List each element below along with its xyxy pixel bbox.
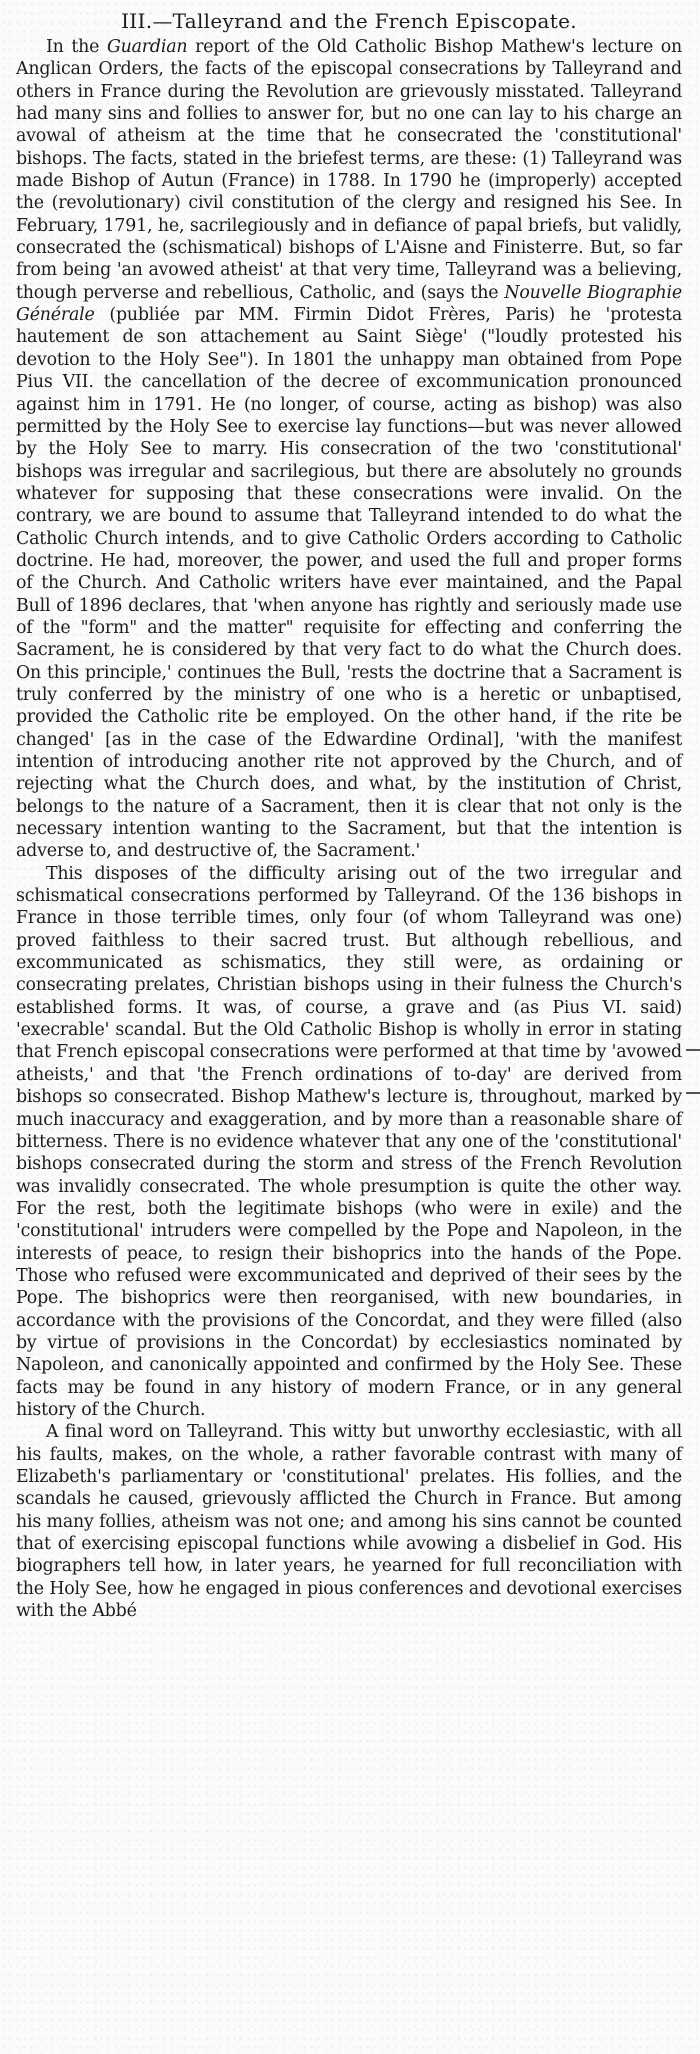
paragraph-text: A final word on Talleyrand. This witty but unworthy ecclesiastic, with all his faults, makes, on the whole, a rather favorable contrast with many of Elizabeth's parliamentary or 'constitutional' prelates. His follies, and the scandals he caused, grievously afflicted the Church in France. But among his many follies, atheism was not one; and among his sins cannot be counted that of exercising episcopal functions while avowing a disbelief in God. His biographers tell how, in later years, he yearned for full reconciliation with the Holy See, how he engaged in pious conferences and devotional exercises with the Abbé	[16, 1422, 682, 1622]
article-paragraph	[16, 1421, 682, 1622]
paragraph-text: This disposes of the difficulty arising out of the two irregular and schismatical consecrations performed by Talleyrand. Of the 136 bishops in France in those terrible times, only four (of whom Talleyrand was one) proved faithless to their sacred trust. But although rebellious, and excommunicated as schismatics, they still were, as ordaining or consecrating prelates, Christian bishops using in their fulness the Church's established forms. It was, of course, a grave and (as Pius VI. said) 'execrable' scandal. But the Old Catholic Bishop is wholly in error in stating that French episcopal consecrations were performed at that time by 'avowed atheists,' and that 'the French ordinations of to-day' are derived from bishops so consecrated. Bishop Mathew's lecture is, throughout, marked by much inaccuracy and exaggeration, and by more than a reasonable share of bitterness. There is no evidence whatever that any one of the 'constitutional' bishops consecrated during the storm and stress of the French Revolution was invalidly consecrated. The whole presumption is quite the other way. For the rest, both the legitimate bishops (who were in exile) and the 'constitutional' intruders were compelled by the Pope and Napoleon, in the interests of peace, to resign their bishoprics into the hands of the Pope. Those who refused were excommunicated and deprived of their sees by the Pope. The bishoprics were then reorganised, with new boundaries, in accordance with the provisions of the Concordat, and they were filled (also by virtue of provisions in the Concordat) by ecclesiastics nominated by Napoleon, and canonically appointed and confirmed by the Holy See. These facts may be found in any history of modern France, or in any general history of the Church.	[16, 863, 682, 1420]
margin-mark	[686, 1049, 700, 1051]
article-paragraph	[16, 36, 682, 863]
paragraph-text: (publiée par MM. Firmin Didot Frères, Paris) he 'protesta hautement de son attachement au Saint Siège' ("loudly protested his devotion to the Holy See"). In 1801 the unhappy man obtained from Pope Pius VII. the cancellation of the decree of excommunication pronounced against him in 1791. He (no longer, of course, acting as bishop) was also permitted by the Holy See to exercise lay functions—but was never allowed by the Holy See to marry. His consecration of the two 'constitutional' bishops was irregular and sacrilegious, but there are absolutely no grounds whatever for supposing that these consecrations were invalid. On the contrary, we are bound to assume that Talleyrand intended to do what the Catholic Church intends, and to give Catholic Orders according to Catholic doctrine. He had, moreover, the power, and used the full and proper forms of the Church. And Catholic writers have ever maintained, and the Papal Bull of 1896 declares, that 'when anyone has rightly and seriously made use of the "form" and the matter" requisite for effecting and conferring the Sacrament, he is considered by that very fact to do what the Church does. On this principle,' continues the Bull, 'rests the doctrine that a Sacrament is truly conferred by the ministry of one who is a heretic or unbaptised, provided the Catholic rite be employed. On the other hand, if the rite be changed' [as in the case of the Edwardine Ordinal], 'with the manifest intention of introducing another rite not approved by the Church, and of rejecting what the Church does, and what, by the institution of Christ, belongs to the nature of a Sacrament, then it is clear that not only is the necessary intention wanting to the Sacrament, but that the intention is adverse to, and destructive of, the Sacrament.'	[16, 305, 682, 862]
margin-mark	[686, 1092, 700, 1094]
article-column	[16, 10, 682, 1622]
paragraph-text: In the	[46, 37, 107, 57]
article-body	[16, 36, 682, 1622]
italic-text: Nouvelle Biographie Générale	[16, 282, 682, 326]
italic-text: Guardian	[106, 37, 188, 57]
article-title: III.—Talleyrand and the French Episcopate.	[121, 9, 577, 33]
article-paragraph	[16, 863, 682, 1422]
paragraph-text: report of the Old Catholic Bishop Mathew's lecture on Anglican Orders, the facts of the episcopal consecrations by Talleyrand and others in France during the Revolution are grievously misstated. Talleyrand had many sins and follies to answer for, but no one can lay to his charge an avowal of atheism at the time that he consecrated the 'constitutional' bishops. The facts, stated in the briefest terms, are these: (1) Talleyrand was made Bishop of Autun (France) in 1788. In 1790 he (improperly) accepted the (revolutionary) civil constitution of the clergy and resigned his See. In February, 1791, he, sacrilegiously and in defiance of papal briefs, but validly, consecrated the (schismatical) bishops of L'Aisne and Finisterre. But, so far from being 'an avowed atheist' at that very time, Talleyrand was a believing, though perverse and rebellious, Catholic, and (says the	[16, 37, 682, 303]
